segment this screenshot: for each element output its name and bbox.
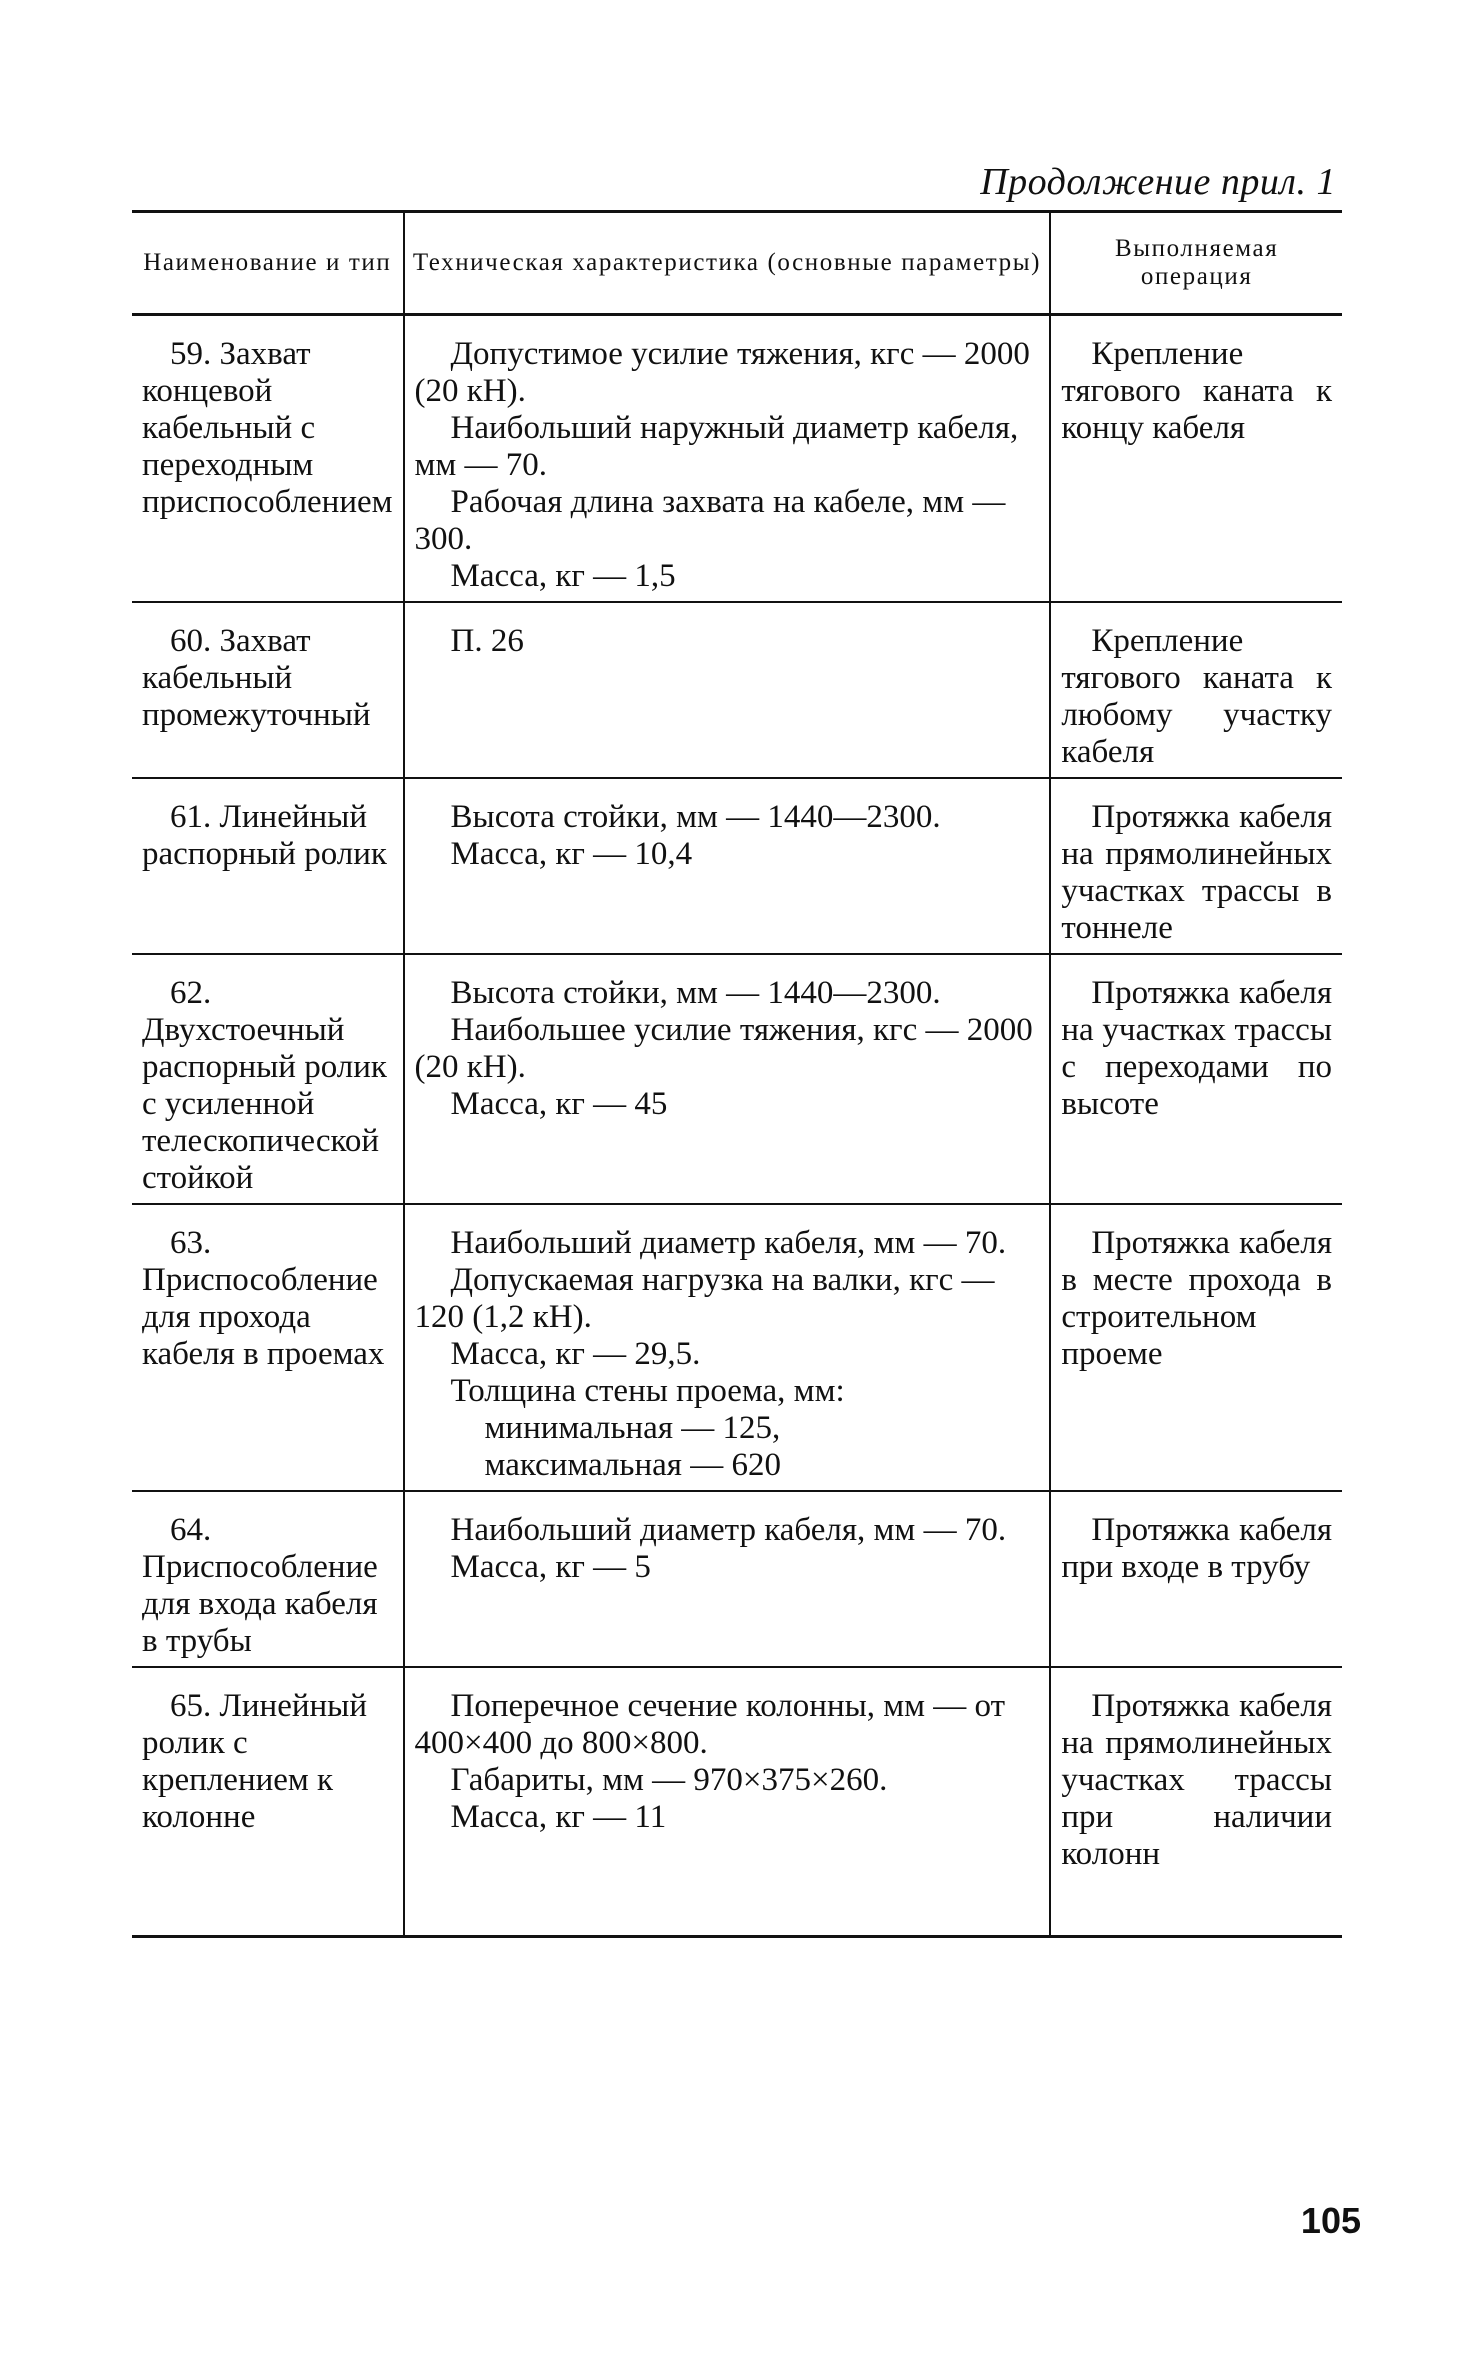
item-operation: Крепление тягового каната к концу кабеля [1050,315,1342,603]
item-name: 62. Двухстоечный распорный ролик с усиленной телескопической стойкой [132,954,404,1204]
table-row [132,778,1342,954]
item-name: 61. Линейный распорный ролик [132,778,404,954]
item-specs: Наибольший диаметр кабеля, мм — 70. Масса, кг — 5 [404,1491,1051,1667]
item-operation: Протяжка кабеля в месте прохода в строительном проеме [1050,1204,1342,1491]
item-operation: Протяжка кабеля на прямолинейных участках трассы в тоннеле [1050,778,1342,954]
table-row [132,1204,1342,1491]
item-name: 64. Приспособление для входа кабеля в трубы [132,1491,404,1667]
page-number: 105 [1300,2200,1361,2241]
table-row [132,1667,1342,1937]
column-header-specs: Техническая характеристика (основные параметры) [404,212,1051,315]
item-name: 65. Линейный ролик с креплением к колонне [132,1667,404,1937]
item-operation: Протяжка кабеля при входе в трубу [1050,1491,1342,1667]
item-specs: П. 26 [404,602,1051,778]
table-row [132,602,1342,778]
item-operation: Крепление тягового каната к любому участку кабеля [1050,602,1342,778]
item-specs: Поперечное сечение колонны, мм — от 400×400 до 800×800. Габариты, мм — 970×375×260. Масса, кг — 11 [404,1667,1051,1937]
item-name: 60. Захват кабельный промежуточный [132,602,404,778]
item-specs: Высота стойки, мм — 1440—2300. Масса, кг — 10,4 [404,778,1051,954]
table-header [132,212,1342,315]
item-name: 63. Приспособление для прохода кабеля в проемах [132,1204,404,1491]
item-specs: Высота стойки, мм — 1440—2300. Наибольшее усилие тяжения, кгс — 2000 (20 кН). Масса, кг — 45 [404,954,1051,1204]
item-operation: Протяжка кабеля на прямолинейных участках трассы при наличии колонн [1050,1667,1342,1937]
item-specs: Наибольший диаметр кабеля, мм — 70. Допускаемая нагрузка на валки, кгс — 120 (1,2 кН). Масса, кг — 29,5. Толщина стены проема, мм: минимальная — 125, максимальная — 620 [404,1204,1051,1491]
item-specs: Допустимое усилие тяжения, кгс — 2000 (20 кН). Наибольший наружный диаметр кабеля, мм — 70. Рабочая длина захвата на кабеле, мм — 300. Масса, кг — 1,5 [404,315,1051,603]
item-operation: Протяжка кабеля на участках трассы с переходами по высоте [1050,954,1342,1204]
table-row [132,1491,1342,1667]
table-row [132,954,1342,1204]
item-name: 59. Захват концевой кабельный с переходным приспособлением [132,315,404,603]
continuation-heading: Продолжение прил. 1 [980,161,1336,203]
equipment-table [132,210,1342,1938]
column-header-name: Наименование и тип [132,212,404,315]
column-header-operation: Выполняемая операция [1050,212,1342,315]
table-row [132,315,1342,603]
